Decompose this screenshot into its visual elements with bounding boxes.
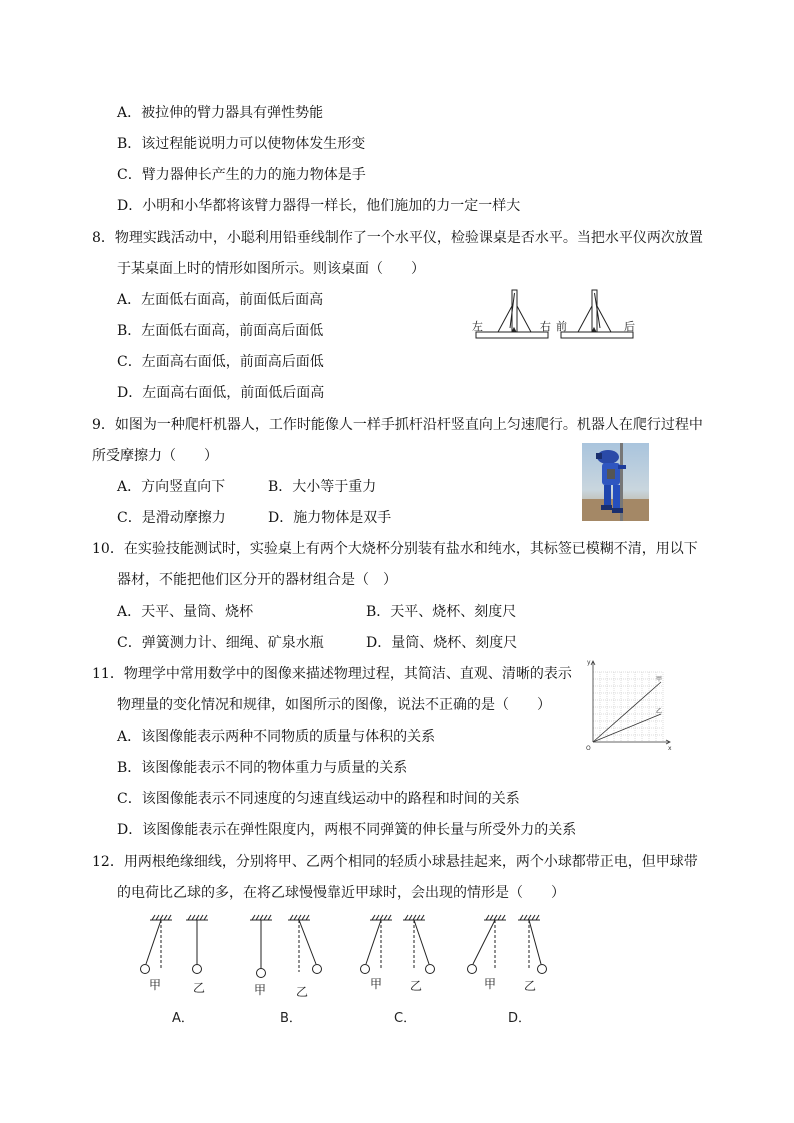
q7-option-c: C．臂力器伸长产生的力的施力物体是手 bbox=[117, 167, 366, 183]
q11-option-b: B．该图像能表示不同的物体重力与质量的关系 bbox=[117, 760, 408, 776]
graph-origin-label: O bbox=[586, 745, 591, 752]
q12-choice-d: D． bbox=[508, 1011, 532, 1026]
q9-option-c: C．是滑动摩擦力 bbox=[117, 510, 226, 526]
q11-graph bbox=[579, 656, 675, 752]
q9-stem-line1: 9．如图为一种爬杆机器人，工作时能像人一样手抓杆沿杆竖直向上匀速爬行。机器人在爬行过程中 bbox=[92, 417, 703, 433]
q9-option-a: A．方向竖直向下 bbox=[117, 479, 226, 495]
level-label-left: 左 bbox=[472, 320, 483, 333]
graph-x-label: x bbox=[668, 745, 672, 752]
q9-stem-line2: 所受摩擦力（ ） bbox=[92, 448, 218, 464]
q8-option-c: C．左面高右面低，前面高后面低 bbox=[117, 354, 324, 370]
q12-pendulum-options bbox=[130, 912, 570, 1032]
q11-option-c: C．该图像能表示不同速度的匀速直线运动中的路程和时间的关系 bbox=[117, 791, 520, 807]
q8-option-b: B．左面低右面高，前面高后面低 bbox=[117, 323, 324, 339]
climbing-robot-photo bbox=[582, 443, 649, 521]
q10-option-b: B．天平、烧杯、刻度尺 bbox=[366, 604, 517, 620]
option-c-ball-yi: 乙 bbox=[410, 979, 423, 993]
option-b-ball-yi: 乙 bbox=[296, 985, 309, 999]
level-label-right: 右 bbox=[540, 320, 551, 333]
q8-option-d: D．左面高右面低，前面低后面高 bbox=[117, 385, 325, 401]
q7-option-b: B．该过程能说明力可以使物体发生形变 bbox=[117, 136, 366, 152]
q10-option-c: C．弹簧测力计、细绳、矿泉水瓶 bbox=[117, 635, 324, 651]
q12-stem-line1: 12．用两根绝缘细线，分别将甲、乙两个相同的轻质小球悬挂起来，两个小球都带正电，但甲球带 bbox=[92, 854, 698, 870]
q11-stem-line1: 11．物理学中常用数学中的图像来描述物理过程，其简洁、直观、清晰的表示 bbox=[92, 666, 572, 682]
q8-option-a: A．左面低右面高，前面低后面高 bbox=[117, 292, 324, 308]
q11-stem-line2: 物理量的变化情况和规律，如图所示的图像，说法不正确的是（ ） bbox=[117, 697, 551, 713]
q12-choice-c: C． bbox=[394, 1011, 417, 1026]
q7-option-d: D．小明和小华都将该臂力器得一样长，他们施加的力一定一样大 bbox=[117, 198, 521, 214]
option-a-ball-jia: 甲 bbox=[149, 978, 162, 992]
option-a-ball-yi: 乙 bbox=[193, 981, 206, 995]
q9-option-d: D．施力物体是双手 bbox=[268, 510, 392, 526]
graph-y-label: y bbox=[587, 659, 591, 666]
q8-stem-line1: 8．物理实践活动中，小聪利用铅垂线制作了一个水平仪，检验课桌是否水平。当把水平仪两次放置 bbox=[92, 230, 703, 246]
option-b-ball-jia: 甲 bbox=[254, 983, 267, 997]
level-label-back: 后 bbox=[624, 320, 635, 333]
q11-option-d: D．该图像能表示在弹性限度内，两根不同弹簧的伸长量与所受外力的关系 bbox=[117, 822, 577, 838]
option-d-ball-yi: 乙 bbox=[524, 979, 537, 993]
graph-line-jia-label: 甲 bbox=[656, 676, 663, 683]
q9-option-b: B．大小等于重力 bbox=[268, 479, 377, 495]
level-figure bbox=[468, 288, 642, 344]
option-c-ball-jia: 甲 bbox=[370, 977, 383, 991]
option-d-ball-jia: 甲 bbox=[484, 977, 497, 991]
q10-stem-line1: 10．在实验技能测试时，实验桌上有两个大烧杯分别装有盐水和纯水，其标签已模糊不清，用以下 bbox=[92, 541, 698, 557]
graph-line-yi-label: 乙 bbox=[656, 708, 663, 715]
q8-stem-line2: 于某桌面上时的情形如图所示。则该桌面（ ） bbox=[117, 261, 425, 277]
q12-choice-b: B． bbox=[280, 1011, 302, 1026]
q10-option-a: A．天平、量筒、烧杯 bbox=[117, 604, 254, 620]
q11-option-a: A．该图像能表示两种不同物质的质量与体积的关系 bbox=[117, 729, 436, 745]
q12-stem-line2: 的电荷比乙球的多，在将乙球慢慢靠近甲球时，会出现的情形是（ ） bbox=[117, 885, 565, 901]
q10-option-d: D．量筒、烧杯、刻度尺 bbox=[366, 635, 518, 651]
level-label-front: 前 bbox=[556, 320, 567, 333]
q12-choice-a: A． bbox=[172, 1011, 194, 1026]
q10-stem-line2: 器材，不能把他们区分开的器材组合是（ ） bbox=[117, 572, 397, 588]
q7-option-a: A．被拉伸的臂力器具有弹性势能 bbox=[117, 105, 324, 121]
